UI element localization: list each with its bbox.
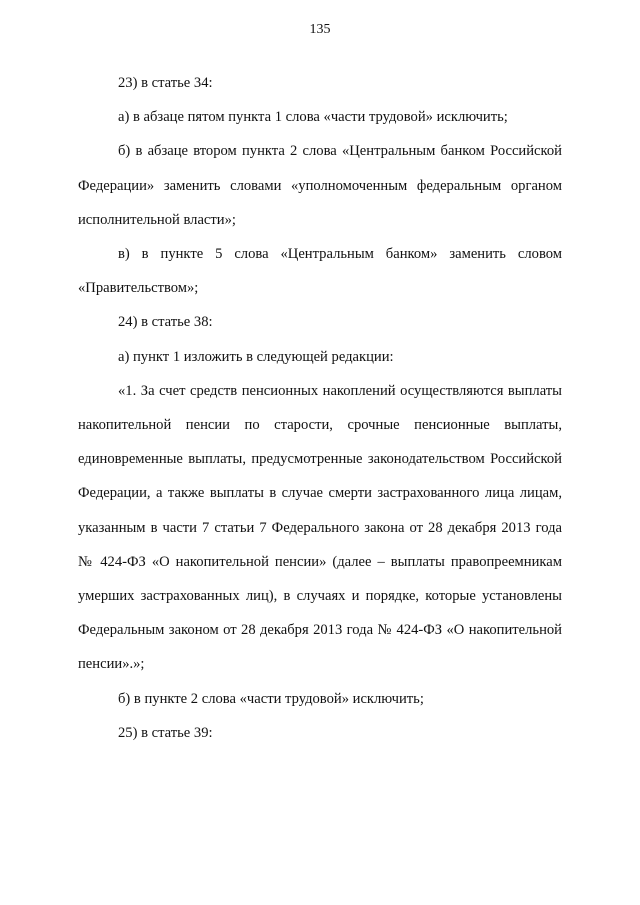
paragraph-quoted-point-1: «1. За счет средств пенсионных накоплений осуществляются выплаты накопительной пенсии по старости, срочные пенсионные выплаты, единовременные выплаты, предусмотренные законодательством Российской Федерации, а также выплаты в случае смерти застрахованного лица лицам, указанным в части 7 статьи 7 Федерального закона от 28 декабря 2013 года № 424-ФЗ «О накопительной пенсии» (далее – выплаты правопреемникам умерших застрахованных лиц), в случаях и порядке, которые установлены Федеральным законом от 28 декабря 2013 года № 424-ФЗ «О накопительной пенсии».»; [78, 382, 562, 673]
paragraph-item-23: 23) в статье 34: [118, 75, 213, 91]
paragraph-sub-b-2: б) в пункте 2 слова «части трудовой» исключить; [118, 690, 424, 707]
document-body [78, 66, 562, 750]
page-number: 135 [309, 22, 331, 37]
paragraph-sub-a-2: а) пункт 1 изложить в следующей редакции: [118, 348, 394, 365]
paragraph-item-25: 25) в статье 39: [118, 724, 213, 741]
paragraph-sub-v: в) в пункте 5 слова «Центральным банком» заменить словом «Правительством»; [78, 246, 562, 297]
paragraph-item-24: 24) в статье 38: [118, 314, 213, 331]
paragraph-sub-b: б) в абзаце втором пункта 2 слова «Центральным банком Российской Федерации» заменить словами «уполномоченным федеральным органом исполнительной власти»; [78, 143, 562, 228]
paragraph-sub-a: а) в абзаце пятом пункта 1 слова «части трудовой» исключить; [118, 109, 508, 126]
